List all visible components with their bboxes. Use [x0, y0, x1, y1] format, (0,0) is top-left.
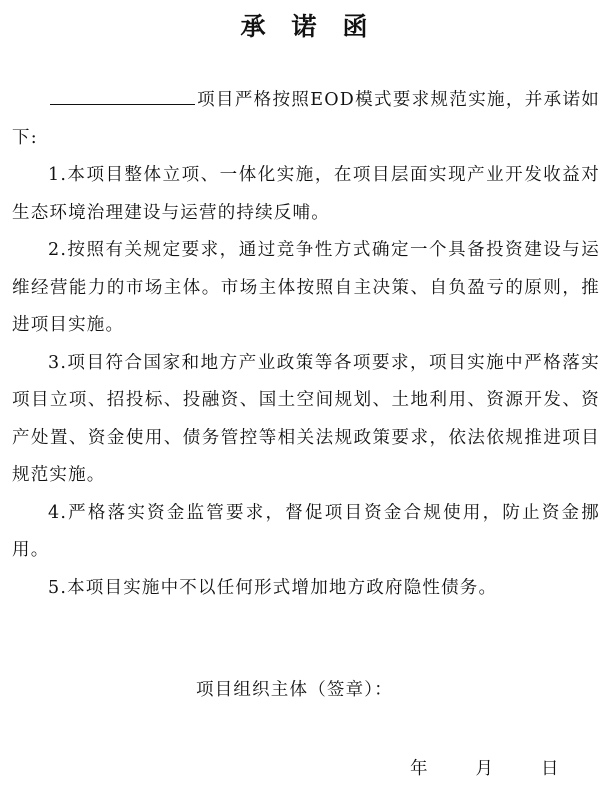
commitment-item-1: 1.本项目整体立项、一体化实施，在项目层面实现产业开发收益对生态环境治理建设与运营的持续反哺。 — [12, 165, 600, 223]
document-body — [12, 82, 600, 607]
commitment-item-3: 3.项目符合国家和地方产业政策等各项要求，项目实施中严格落实项目立项、招投标、投融资、国土空间规划、土地利用、资源开发、资产处置、资金使用、债务管控等相关法规政策要求，依法依规推进项目规范实施。 — [12, 352, 600, 485]
intro-paragraph — [12, 82, 600, 157]
commitment-item-4: 4.严格落实资金监管要求，督促项目资金合规使用，防止资金挪用。 — [12, 502, 600, 560]
intro-text: 项目严格按照EOD模式要求规范实施，并承诺如下: — [12, 90, 600, 148]
date-line — [410, 754, 559, 784]
date-month: 月 — [475, 759, 493, 779]
commitment-item-2: 2.按照有关规定要求，通过竞争性方式确定一个具备投资建设与运维经营能力的市场主体。市场主体按照自主决策、自负盈亏的原则，推进项目实施。 — [12, 240, 600, 335]
date-year: 年 — [410, 759, 428, 779]
document-title: 承诺函 — [240, 12, 394, 41]
blank-fill-line — [50, 82, 195, 105]
commitment-item-5: 5.本项目实施中不以任何形式增加地方政府隐性债务。 — [48, 577, 498, 598]
signature-label: 项目组织主体（签章）： — [196, 680, 393, 700]
date-day: 日 — [541, 759, 559, 779]
